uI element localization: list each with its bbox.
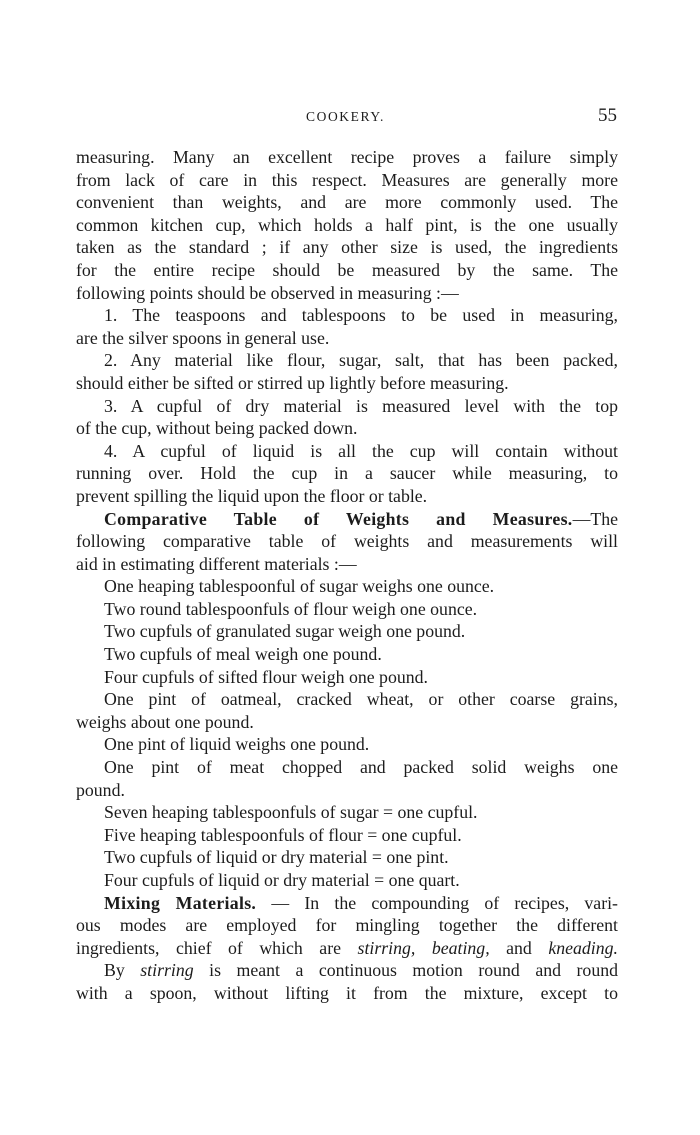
text-span: is meant a continuous motion round and round — [193, 960, 618, 981]
text-span: By — [104, 960, 141, 981]
text-line: should either be sifted or stirred up lightly before measuring. — [76, 372, 509, 393]
text-line: 2. Any material like flour, sugar, salt, that has been packed, — [104, 350, 618, 371]
text-line: Four cupfuls of liquid or dry material = one quart. — [104, 870, 460, 890]
text-line: from lack of care in this respect. Measures are generally more — [76, 169, 618, 190]
running-head: COOKERY. — [306, 109, 385, 124]
text-line: pound. — [76, 779, 125, 800]
text-line: Two round tablespoonfuls of flour weigh one ounce. — [104, 598, 478, 619]
text-line — [76, 508, 618, 531]
text-span: ingredients, chief of which are — [76, 937, 358, 958]
text-line: weighs about one pound. — [76, 711, 254, 732]
section-heading: Mixing Materials. — [104, 892, 257, 913]
text-line: convenient than weights, and are more commonly used. The — [76, 192, 618, 213]
text-line: for the entire recipe should be measured by the same. The — [76, 259, 618, 280]
text-line: measuring. Many an excellent recipe proves a failure simply — [76, 147, 618, 167]
text-line: following comparative table of weights and measurements will — [76, 531, 618, 552]
text-line: with a spoon, without lifting it from the mixture, except to — [76, 982, 618, 1003]
italic-term: kneading. — [548, 937, 618, 958]
text-line — [76, 959, 618, 982]
text-line: 4. A cupful of liquid is all the cup will contain without — [104, 440, 618, 461]
text-line: Seven heaping tablespoonfuls of sugar = one cupful. — [104, 802, 478, 823]
text-span: and — [489, 937, 549, 958]
text-span — [415, 938, 432, 958]
text-line: One pint of meat chopped and packed solid weighs one — [104, 757, 618, 778]
text-line: of the cup, without being packed down. — [76, 418, 358, 439]
text-line: One pint of liquid weighs one pound. — [104, 734, 370, 755]
italic-term: stirring, — [357, 937, 416, 958]
page-number: 55 — [598, 105, 617, 126]
text-line: Two cupfuls of liquid or dry material = one pint. — [104, 847, 449, 868]
text-line: One heaping tablespoonful of sugar weighs one ounce. — [104, 576, 495, 597]
text-line: aid in estimating different materials :— — [76, 553, 357, 574]
text-line: 1. The teaspoons and tablespoons to be used in measuring, — [104, 305, 618, 326]
text-span: — In the compounding of recipes, vari- — [256, 892, 618, 913]
text-line: Two cupfuls of granulated sugar weigh one pound. — [104, 621, 466, 642]
text-line: ous modes are employed for mingling together the different — [76, 915, 618, 936]
text-line: running over. Hold the cup in a saucer while measuring, to — [76, 463, 618, 484]
text-line: Two cupfuls of meal weigh one pound. — [104, 644, 382, 665]
text-line — [76, 892, 618, 915]
text-line: taken as the standard ; if any other size is used, the ingredients — [76, 237, 618, 258]
text-line: are the silver spoons in general use. — [76, 327, 330, 348]
text-line: 3. A cupful of dry material is measured level with the top — [104, 395, 618, 416]
text-line: Five heaping tablespoonfuls of flour = one cupful. — [104, 824, 462, 845]
section-heading: Comparative Table of Weights and Measures. — [104, 508, 573, 529]
text-line — [76, 937, 618, 960]
text-span: —The — [572, 508, 618, 529]
text-line: following points should be observed in measuring :— — [76, 282, 459, 303]
text-line: prevent spilling the liquid upon the floor or table. — [76, 485, 428, 506]
body-text — [76, 146, 618, 1005]
italic-term: stirring — [140, 960, 194, 981]
text-line: One pint of oatmeal, cracked wheat, or other coarse grains, — [104, 689, 618, 710]
italic-term: beating, — [431, 937, 490, 958]
text-line: Four cupfuls of sifted flour weigh one pound. — [104, 666, 428, 687]
text-line: common kitchen cup, which holds a half pint, is the one usually — [76, 214, 618, 235]
